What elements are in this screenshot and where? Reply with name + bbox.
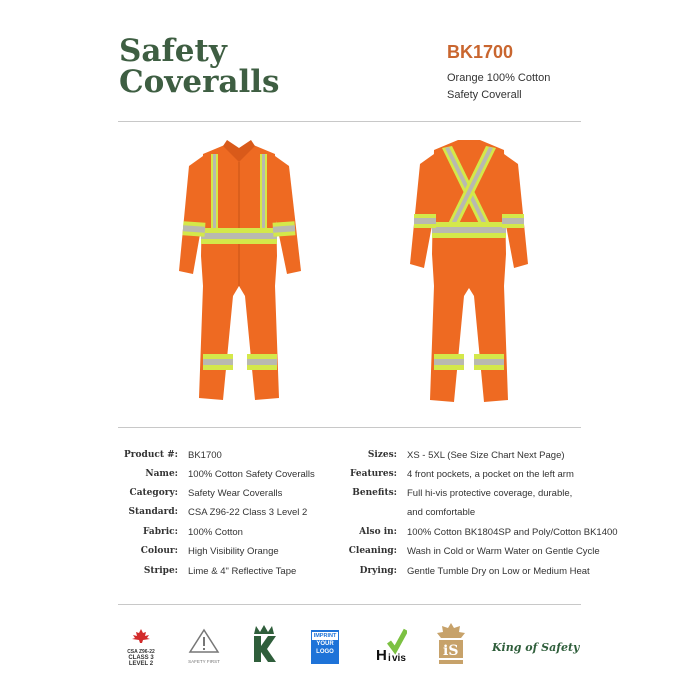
spec-label: Stripe: (143, 566, 178, 576)
crown-k-icon (250, 624, 278, 664)
spec-label: Benefits: (352, 488, 397, 498)
spec-value: and comfortable (407, 507, 476, 518)
spec-value: BK1700 (188, 450, 222, 461)
spec-label: Fabric: (143, 527, 178, 537)
is-badge-logo (435, 622, 467, 666)
warning-triangle-icon (188, 628, 220, 654)
spec-value: Wash in Cold or Warm Water on Gentle Cycle (407, 546, 600, 557)
coverall-front-image (175, 136, 303, 406)
hivis-checkmark-icon (375, 628, 407, 664)
spec-label: Also in: (359, 527, 397, 537)
spec-value: 100% Cotton Safety Coveralls (188, 469, 315, 480)
safety-first-logo (188, 628, 220, 665)
svg-text:vis: vis (392, 653, 406, 664)
divider-bottom (118, 604, 581, 605)
spec-value: 4 front pockets, a pocket on the left arm (407, 469, 574, 480)
spec-value: Gentle Tumble Dry on Low or Medium Heat (407, 566, 590, 577)
product-subtitle (447, 70, 550, 104)
spec-label: Features: (349, 469, 397, 479)
csa-line-1: CSA Z96-22 (127, 649, 155, 655)
spec-value: High Visibility Orange (188, 546, 279, 557)
spec-value: 100% Cotton BK1804SP and Poly/Cotton BK1400 (407, 527, 618, 538)
spec-label: Standard: (128, 507, 178, 517)
spec-value: Lime & 4" Reflective Tape (188, 566, 297, 577)
subtitle-line-1: Orange 100% Cotton (447, 72, 551, 84)
page-title (119, 33, 280, 100)
subtitle-line-2: Safety Coverall (447, 89, 522, 101)
maple-leaf-icon (126, 628, 156, 644)
spec-value: XS - 5XL (See Size Chart Next Page) (407, 450, 565, 461)
spec-label: Drying: (359, 566, 397, 576)
coverall-back-image (408, 136, 530, 406)
title-line-1: Safety (119, 33, 227, 69)
spec-label: Colour: (140, 546, 178, 556)
spec-value: CSA Z96-22 Class 3 Level 2 (188, 507, 308, 518)
title-line-2: Coveralls (119, 64, 280, 100)
spec-label: Category: (129, 488, 178, 498)
spec-label: Sizes: (367, 450, 397, 460)
spec-label: Name: (145, 469, 178, 479)
imprint-line-1: IMPRINT (313, 633, 337, 639)
hi-vis-logo (375, 628, 407, 664)
svg-text:iS: iS (443, 643, 459, 659)
csa-maple-leaf-logo (126, 628, 156, 667)
svg-text:H: H (376, 647, 387, 664)
svg-text:i: i (388, 653, 391, 664)
imprint-your-logo-badge (311, 630, 339, 664)
divider-top (118, 121, 581, 122)
spec-label: Cleaning: (348, 546, 397, 556)
imprint-line-2: YOUR (316, 641, 334, 647)
spec-value: Full hi-vis protective coverage, durable, (407, 488, 573, 499)
csa-line-3: LEVEL 2 (128, 661, 154, 667)
product-code: BK1700 (447, 42, 514, 62)
spec-value: Safety Wear Coveralls (188, 488, 283, 499)
is-badge-icon (435, 622, 467, 666)
safety-first-label: SAFETY FIRST (188, 659, 220, 664)
spec-value: 100% Cotton (188, 527, 243, 538)
csa-line-2: CLASS 3 (128, 655, 154, 661)
spec-label: Product #: (124, 450, 178, 460)
divider-middle (118, 427, 581, 428)
brand-tagline: King of Safety (492, 641, 580, 654)
k-crown-logo (250, 624, 278, 664)
imprint-line-3: LOGO (316, 649, 334, 655)
